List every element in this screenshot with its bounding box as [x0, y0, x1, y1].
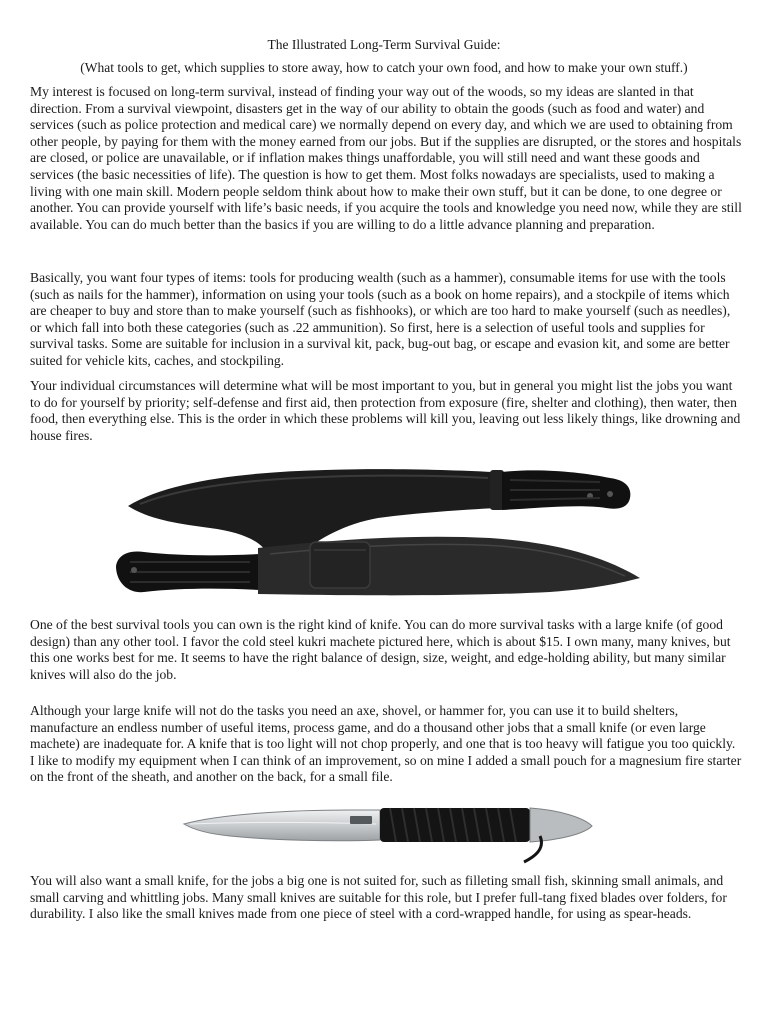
small-knife-photo	[180, 796, 600, 864]
kukri-sheath	[116, 537, 640, 596]
paragraph-priorities: Your individual circumstances will determine what will be most important to you, but in general you might list the jobs you want to do for yourself by priority; self-defense and first aid, then protection from exposure (fire, shelter and clothing), then water, then food, then everything else. This is the order in which these problems will kill you, leaving out less likely things, like drowning and house fires.	[30, 378, 741, 443]
document-subtitle: (What tools to get, which supplies to store away, how to catch your own food, and how to make your own stuff.)	[80, 60, 688, 75]
paragraph-small-knife: You will also want a small knife, for the jobs a big one is not suited for, such as filleting small fish, skinning small animals, and small carving and whittling jobs. Many small knives are suitable for this role, but I prefer full-tang fixed blades over folders, for durability. I also like the small knives made from one piece of steel with a cord-wrapped handle, for using as spear-heads.	[30, 873, 727, 922]
small-knife	[184, 808, 592, 862]
kukri-machete-photo	[110, 458, 650, 606]
paragraph-intro: My interest is focused on long-term survival, instead of finding your way out of the woods, so my ideas are slanted in that direction. From a survival viewpoint, disasters get in the way of our ability to obtain the goods (such as food and water) and services (such as police protection and medical care) we normally depend on every day, and which we are used to obtaining from other people, by paying for them with the money earned from our jobs. But if the supplies are disrupted, or the stores and hospitals are closed, or police are unavailable, or if inflation makes things unaffordable, you will still need and want these goods and services (the basic necessities of life). The question is how to get them. Most folks nowadays are specialists, used to making a living with one main skill. Modern people seldom think about how to make their own stuff, but it can be done, to one degree or another. You can provide yourself with life’s basic needs, if you acquire the tools and knowledge you need now, while they are still available. You can do much better than the basics if you are willing to do a little advance planning and preparation.	[30, 84, 742, 232]
paragraph-large-knife: One of the best survival tools you can own is the right kind of knife. You can do more survival tasks with a large knife (of good design) than any other tool. I favor the cold steel kukri machete pictured here, which is about $15. I own many, many knives, but this one works best for me. It seems to have the right balance of design, size, weight, and edge-holding ability, but many similar knives will also do the job.	[30, 617, 731, 682]
small-knife-blade	[184, 810, 380, 841]
paragraph-knife-uses: Although your large knife will not do the tasks you need an axe, shovel, or hammer for, you can use it to build shelters, manufacture an endless number of useful items, process game, and do a thousand other jobs that a small knife (or even large machete) are inadequate for. A knife that is too light will not chop properly, and one that is too heavy will fatigue you too quickly. I like to modify my equipment when I can think of an improvement, so on mine I added a small pouch for a magnesium fire starter on the front of the sheath, and another on the back, for a small file.	[30, 703, 742, 785]
document-title: The Illustrated Long-Term Survival Guide:	[267, 37, 501, 52]
paragraph-item-types: Basically, you want four types of items: tools for producing wealth (such as a hammer), consumable items for use with the tools (such as nails for the hammer), information on using your tools (such as a book on home repairs), and a stockpile of items which are cheaper to buy and store than to make yourself (such as fishhooks), or which are too hard to make yourself (such as needles), or which fall into both these categories (such as .22 ammunition). So first, here is a selection of useful tools and supplies for survival tasks. Some are suitable for inclusion in a survival kit, pack, bug-out bag, or escape and evasion kit, and some are better suited for vehicle kits, caches, and stockpiling.	[30, 270, 731, 368]
